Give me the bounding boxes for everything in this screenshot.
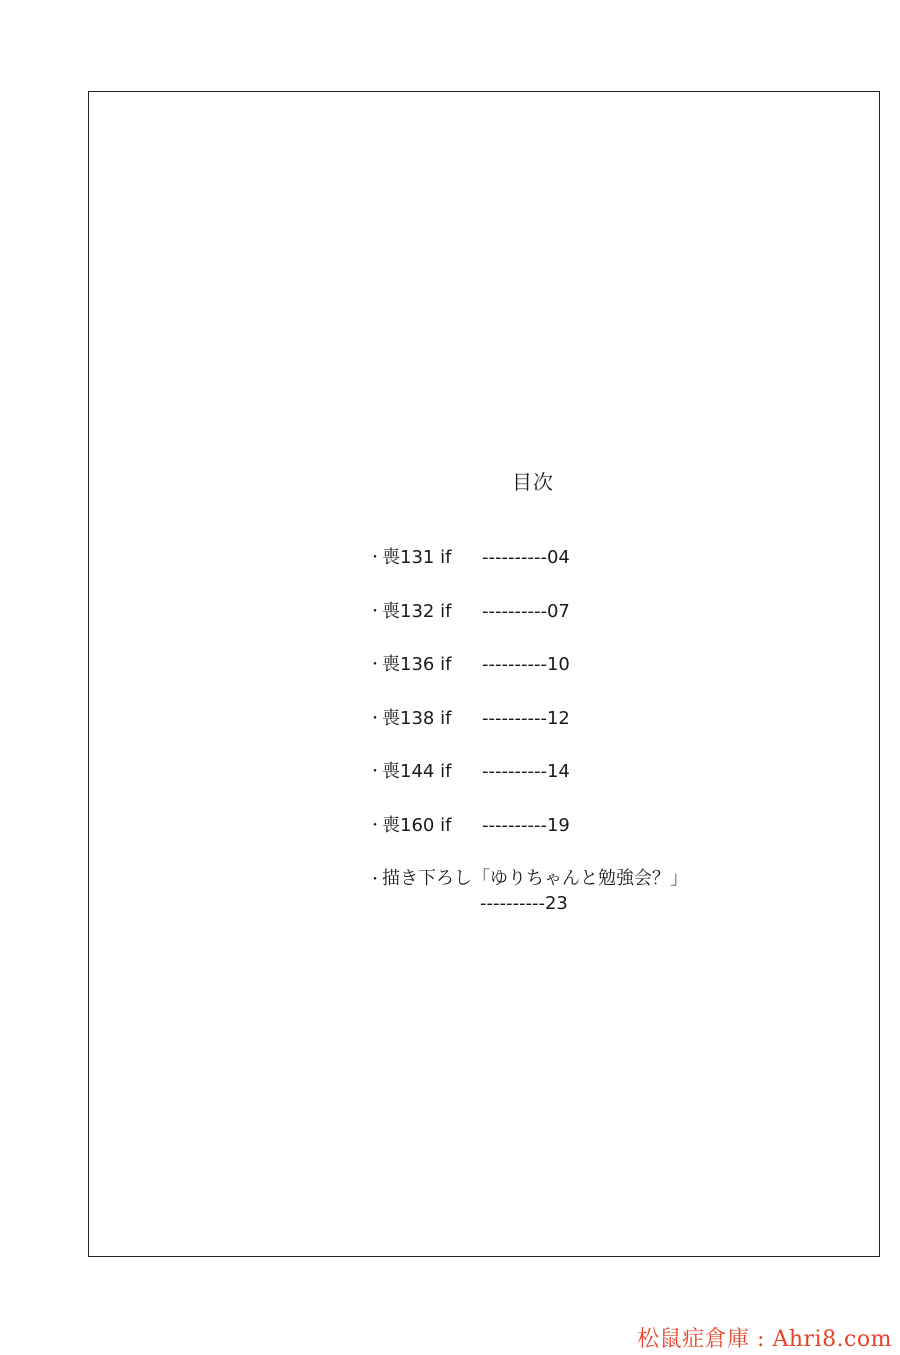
page-number: 07 xyxy=(546,600,570,622)
toc-entry xyxy=(368,546,708,600)
entry-label: 喪138 if xyxy=(382,707,452,729)
toc-entry xyxy=(368,653,708,707)
special-entry-line1 xyxy=(368,867,708,892)
bullet: ・ xyxy=(368,550,382,566)
page-number: 10 xyxy=(546,654,570,675)
dot-leader: ---------- xyxy=(482,761,547,782)
entry-label: 喪132 if xyxy=(382,600,452,622)
dot-leader: ---------- xyxy=(482,707,547,729)
bullet: ・ xyxy=(368,764,382,780)
page-number: 19 xyxy=(546,814,570,836)
watermark: 松鼠症倉庫 : Ahri8.com xyxy=(637,1327,892,1352)
page-number: 14 xyxy=(546,761,570,782)
table-of-contents xyxy=(368,546,708,916)
toc-entry xyxy=(368,707,708,761)
entry-label: 喪136 if xyxy=(382,654,452,675)
dot-leader: ---------- xyxy=(482,654,547,675)
page-number: 12 xyxy=(546,707,570,729)
toc-entry xyxy=(368,760,708,814)
bullet: ・ xyxy=(368,872,382,888)
toc-entry xyxy=(368,600,708,654)
toc-title: 目次 xyxy=(512,470,554,494)
entry-label: 描き下ろし「ゆりちゃんと勉強会？」 xyxy=(382,868,688,889)
bullet: ・ xyxy=(368,817,382,834)
dot-leader: ---------- xyxy=(482,814,547,836)
special-entry-line2 xyxy=(368,892,708,916)
toc-entry xyxy=(368,814,708,868)
toc-entry-special xyxy=(368,867,708,916)
dot-leader: ---------- xyxy=(480,893,545,914)
entry-label: 喪131 if xyxy=(382,547,452,568)
dot-leader: ---------- xyxy=(482,547,547,568)
entry-label: 喪160 if xyxy=(382,814,452,836)
dot-leader: ---------- xyxy=(482,600,547,622)
page-number: 23 xyxy=(544,893,568,914)
bullet: ・ xyxy=(368,603,382,620)
page-number: 04 xyxy=(546,547,570,568)
bullet: ・ xyxy=(368,710,382,727)
bullet: ・ xyxy=(368,657,382,673)
entry-label: 喪144 if xyxy=(382,761,452,782)
